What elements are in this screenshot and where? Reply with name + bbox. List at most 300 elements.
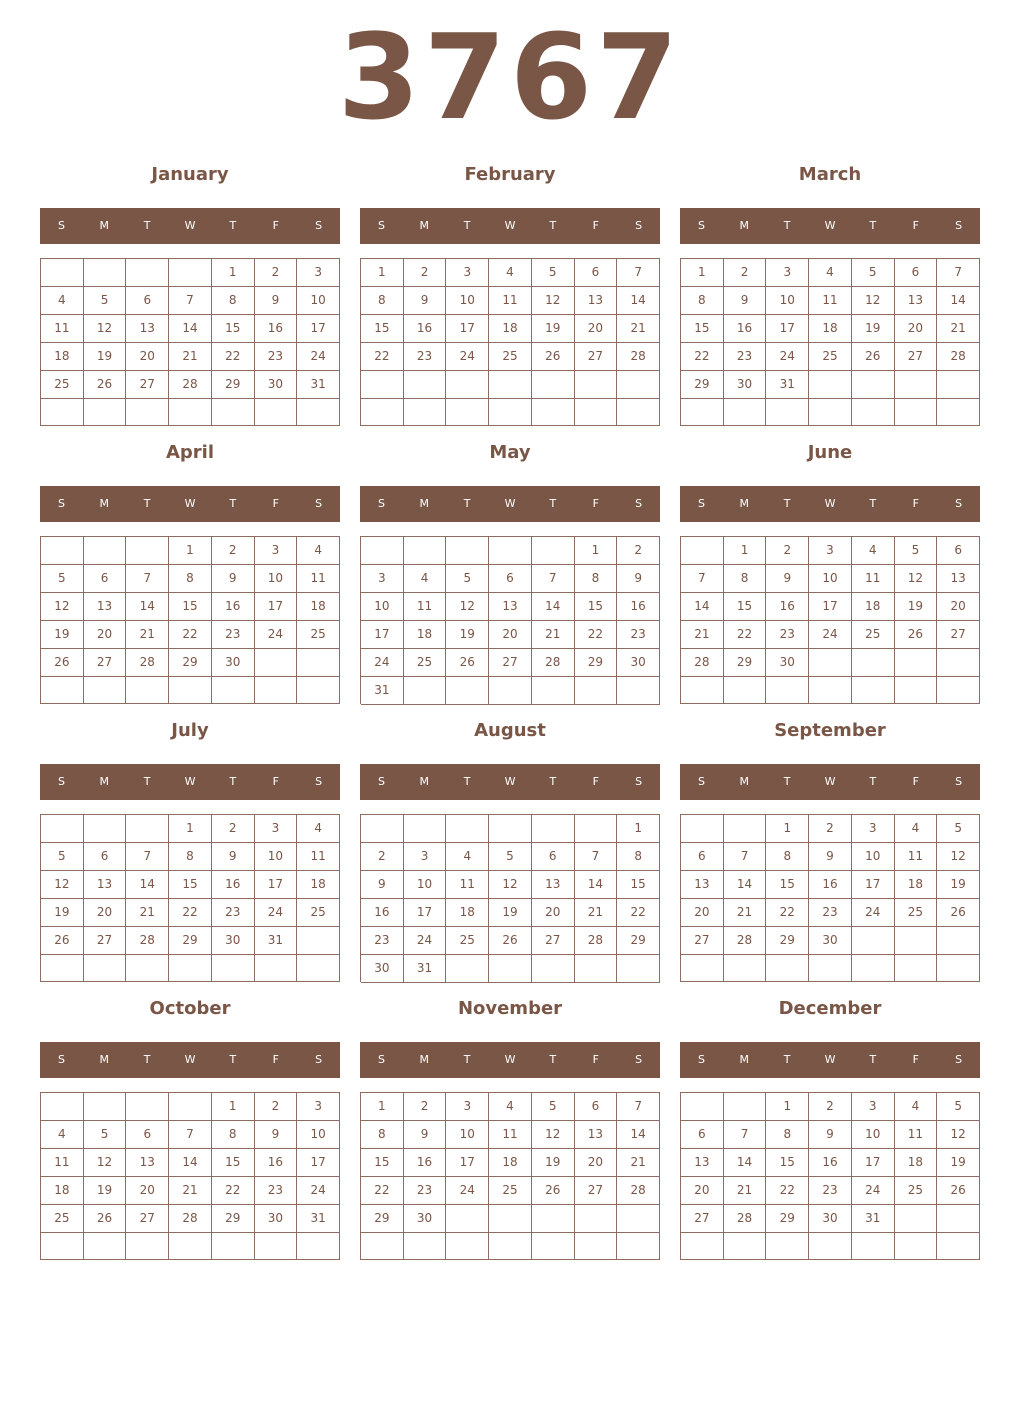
month-title: November xyxy=(457,998,563,1019)
day-cell: 18 xyxy=(404,621,447,649)
day-cell: 5 xyxy=(852,259,895,287)
day-cell: 6 xyxy=(937,537,980,565)
day-cell: 26 xyxy=(532,343,575,371)
day-cell: 21 xyxy=(617,315,660,343)
weekday-label: S xyxy=(955,497,963,510)
day-cell: 11 xyxy=(446,871,489,899)
day-cell: 31 xyxy=(255,927,298,955)
day-cell: 27 xyxy=(575,343,618,371)
day-cell: 16 xyxy=(255,315,298,343)
day-cell: 1 xyxy=(361,259,404,287)
empty-cell xyxy=(575,1205,618,1233)
month-title: March xyxy=(798,164,862,185)
day-cell: 17 xyxy=(852,871,895,899)
day-cell: 7 xyxy=(724,843,767,871)
day-cell: 25 xyxy=(446,927,489,955)
day-cell: 19 xyxy=(446,621,489,649)
weekday-label: T xyxy=(783,1053,791,1066)
day-cell: 3 xyxy=(852,815,895,843)
day-cell: 15 xyxy=(617,871,660,899)
weekday-label: W xyxy=(824,775,836,788)
empty-cell xyxy=(255,649,298,677)
day-cell: 20 xyxy=(84,621,127,649)
day-cell: 25 xyxy=(489,343,532,371)
day-cell: 21 xyxy=(126,899,169,927)
weekday-header xyxy=(40,764,340,800)
empty-cell xyxy=(532,677,575,705)
day-cell: 23 xyxy=(404,1177,447,1205)
day-cell: 29 xyxy=(724,649,767,677)
day-cell: 29 xyxy=(617,927,660,955)
empty-cell xyxy=(809,399,852,426)
empty-cell xyxy=(895,1205,938,1233)
empty-cell xyxy=(446,815,489,843)
day-cell: 11 xyxy=(809,287,852,315)
day-cell: 6 xyxy=(126,287,169,315)
empty-cell xyxy=(41,955,84,982)
weekday-label: S xyxy=(635,775,643,788)
day-cell: 23 xyxy=(255,1177,298,1205)
day-cell: 24 xyxy=(255,899,298,927)
day-cell: 15 xyxy=(169,871,212,899)
empty-cell xyxy=(361,1233,404,1260)
day-cell: 12 xyxy=(84,315,127,343)
day-cell: 23 xyxy=(766,621,809,649)
day-cell: 22 xyxy=(575,621,618,649)
day-cell: 20 xyxy=(895,315,938,343)
weekday-label: T xyxy=(549,219,557,232)
day-cell: 13 xyxy=(84,593,127,621)
day-grid xyxy=(360,258,660,426)
day-cell: 9 xyxy=(255,1121,298,1149)
empty-cell xyxy=(297,677,340,704)
day-cell: 3 xyxy=(446,1093,489,1121)
day-cell: 2 xyxy=(809,815,852,843)
day-cell: 9 xyxy=(766,565,809,593)
day-cell: 4 xyxy=(809,259,852,287)
day-cell: 3 xyxy=(404,843,447,871)
day-grid xyxy=(680,1092,980,1260)
day-cell: 7 xyxy=(126,843,169,871)
day-cell: 2 xyxy=(724,259,767,287)
day-cell: 12 xyxy=(41,871,84,899)
day-cell: 4 xyxy=(895,1093,938,1121)
day-cell: 9 xyxy=(212,843,255,871)
day-cell: 25 xyxy=(809,343,852,371)
day-cell: 20 xyxy=(84,899,127,927)
weekday-label: F xyxy=(592,219,599,232)
empty-cell xyxy=(297,649,340,677)
day-cell: 27 xyxy=(84,927,127,955)
day-cell: 28 xyxy=(575,927,618,955)
day-cell: 5 xyxy=(489,843,532,871)
empty-cell xyxy=(212,677,255,704)
day-cell: 24 xyxy=(852,899,895,927)
day-cell: 15 xyxy=(361,1149,404,1177)
weekday-label: W xyxy=(504,775,516,788)
day-cell: 13 xyxy=(681,871,724,899)
empty-cell xyxy=(575,371,618,399)
day-cell: 24 xyxy=(809,621,852,649)
empty-cell xyxy=(255,399,298,426)
day-cell: 8 xyxy=(169,843,212,871)
day-cell: 1 xyxy=(617,815,660,843)
weekday-label: T xyxy=(463,219,471,232)
day-cell: 19 xyxy=(937,871,980,899)
day-cell: 16 xyxy=(766,593,809,621)
empty-cell xyxy=(681,677,724,704)
empty-cell xyxy=(809,677,852,704)
day-cell: 12 xyxy=(84,1149,127,1177)
empty-cell xyxy=(532,1233,575,1260)
day-cell: 22 xyxy=(724,621,767,649)
day-cell: 16 xyxy=(809,1149,852,1177)
day-cell: 4 xyxy=(41,1121,84,1149)
day-cell: 30 xyxy=(404,1205,447,1233)
empty-cell xyxy=(809,371,852,399)
empty-cell xyxy=(937,677,980,704)
empty-cell xyxy=(126,1233,169,1260)
weekday-label: S xyxy=(697,497,705,510)
day-cell: 17 xyxy=(809,593,852,621)
day-cell: 3 xyxy=(297,1093,340,1121)
day-grid xyxy=(40,536,340,704)
weekday-label: S xyxy=(315,1053,323,1066)
day-cell: 9 xyxy=(617,565,660,593)
empty-cell xyxy=(895,399,938,426)
day-cell: 1 xyxy=(169,537,212,565)
weekday-label: S xyxy=(635,1053,643,1066)
day-cell: 16 xyxy=(724,315,767,343)
weekday-label: W xyxy=(504,1053,516,1066)
day-cell: 29 xyxy=(575,649,618,677)
empty-cell xyxy=(126,259,169,287)
day-cell: 18 xyxy=(852,593,895,621)
weekday-header xyxy=(680,1042,980,1078)
empty-cell xyxy=(41,815,84,843)
empty-cell xyxy=(126,1093,169,1121)
day-cell: 9 xyxy=(809,843,852,871)
day-cell: 5 xyxy=(937,1093,980,1121)
day-cell: 15 xyxy=(724,593,767,621)
weekday-label: S xyxy=(57,497,65,510)
day-cell: 26 xyxy=(895,621,938,649)
empty-cell xyxy=(575,1233,618,1260)
day-cell: 2 xyxy=(809,1093,852,1121)
empty-cell xyxy=(84,537,127,565)
day-cell: 14 xyxy=(937,287,980,315)
weekday-label: S xyxy=(635,219,643,232)
day-cell: 27 xyxy=(489,649,532,677)
day-cell: 10 xyxy=(297,287,340,315)
day-cell: 14 xyxy=(724,1149,767,1177)
day-cell: 16 xyxy=(404,315,447,343)
day-cell: 31 xyxy=(852,1205,895,1233)
day-cell: 7 xyxy=(126,565,169,593)
empty-cell xyxy=(297,955,340,982)
weekday-label: S xyxy=(697,219,705,232)
year-title: 3767 xyxy=(337,8,683,146)
day-cell: 10 xyxy=(297,1121,340,1149)
empty-cell xyxy=(297,1233,340,1260)
day-cell: 29 xyxy=(766,927,809,955)
day-cell: 8 xyxy=(724,565,767,593)
day-cell: 30 xyxy=(766,649,809,677)
day-cell: 16 xyxy=(617,593,660,621)
day-cell: 26 xyxy=(937,1177,980,1205)
day-cell: 23 xyxy=(212,621,255,649)
day-cell: 3 xyxy=(361,565,404,593)
empty-cell xyxy=(84,1093,127,1121)
day-cell: 29 xyxy=(169,927,212,955)
day-cell: 23 xyxy=(724,343,767,371)
day-cell: 20 xyxy=(532,899,575,927)
day-cell: 27 xyxy=(532,927,575,955)
weekday-label: M xyxy=(739,1053,750,1066)
day-cell: 21 xyxy=(532,621,575,649)
weekday-label: T xyxy=(463,775,471,788)
day-grid xyxy=(40,1092,340,1260)
empty-cell xyxy=(404,677,447,705)
day-cell: 1 xyxy=(212,1093,255,1121)
empty-cell xyxy=(809,955,852,982)
day-cell: 6 xyxy=(489,565,532,593)
empty-cell xyxy=(489,537,532,565)
day-cell: 18 xyxy=(41,1177,84,1205)
weekday-label: M xyxy=(419,497,430,510)
day-cell: 28 xyxy=(126,927,169,955)
day-cell: 22 xyxy=(361,1177,404,1205)
day-cell: 23 xyxy=(255,343,298,371)
empty-cell xyxy=(297,927,340,955)
day-cell: 11 xyxy=(489,1121,532,1149)
day-grid xyxy=(40,814,340,982)
day-cell: 10 xyxy=(446,287,489,315)
day-cell: 23 xyxy=(809,899,852,927)
empty-cell xyxy=(617,371,660,399)
day-cell: 22 xyxy=(169,899,212,927)
day-cell: 24 xyxy=(361,649,404,677)
day-cell: 18 xyxy=(489,315,532,343)
day-cell: 25 xyxy=(297,621,340,649)
empty-cell xyxy=(41,537,84,565)
day-cell: 22 xyxy=(212,1177,255,1205)
day-cell: 18 xyxy=(41,343,84,371)
weekday-header xyxy=(680,486,980,522)
empty-cell xyxy=(617,399,660,427)
day-cell: 5 xyxy=(84,287,127,315)
empty-cell xyxy=(404,537,447,565)
day-cell: 14 xyxy=(532,593,575,621)
day-cell: 27 xyxy=(126,371,169,399)
day-cell: 27 xyxy=(681,927,724,955)
day-cell: 15 xyxy=(212,315,255,343)
weekday-header xyxy=(40,486,340,522)
empty-cell xyxy=(446,399,489,427)
empty-cell xyxy=(766,955,809,982)
month-title: May xyxy=(489,442,531,463)
day-cell: 11 xyxy=(297,843,340,871)
weekday-header xyxy=(680,764,980,800)
empty-cell xyxy=(489,677,532,705)
day-cell: 4 xyxy=(297,537,340,565)
empty-cell xyxy=(575,815,618,843)
day-cell: 19 xyxy=(84,343,127,371)
day-cell: 4 xyxy=(297,815,340,843)
day-cell: 13 xyxy=(895,287,938,315)
empty-cell xyxy=(575,677,618,705)
day-cell: 10 xyxy=(809,565,852,593)
month-title: April xyxy=(165,442,215,463)
day-cell: 14 xyxy=(617,287,660,315)
empty-cell xyxy=(895,1233,938,1260)
day-cell: 21 xyxy=(575,899,618,927)
weekday-label: W xyxy=(504,497,516,510)
weekday-label: T xyxy=(869,497,877,510)
day-cell: 25 xyxy=(41,1205,84,1233)
day-cell: 16 xyxy=(361,899,404,927)
day-cell: 28 xyxy=(617,343,660,371)
empty-cell xyxy=(41,399,84,426)
weekday-label: T xyxy=(143,775,151,788)
empty-cell xyxy=(361,537,404,565)
day-cell: 12 xyxy=(895,565,938,593)
day-cell: 23 xyxy=(617,621,660,649)
empty-cell xyxy=(852,371,895,399)
day-cell: 6 xyxy=(84,843,127,871)
day-cell: 6 xyxy=(532,843,575,871)
empty-cell xyxy=(617,1205,660,1233)
day-cell: 14 xyxy=(575,871,618,899)
weekday-label: S xyxy=(57,219,65,232)
day-cell: 20 xyxy=(575,315,618,343)
day-cell: 8 xyxy=(617,843,660,871)
day-cell: 19 xyxy=(41,621,84,649)
day-cell: 8 xyxy=(681,287,724,315)
day-cell: 19 xyxy=(532,315,575,343)
empty-cell xyxy=(937,649,980,677)
weekday-label: S xyxy=(315,219,323,232)
day-cell: 12 xyxy=(532,1121,575,1149)
empty-cell xyxy=(617,955,660,983)
empty-cell xyxy=(41,677,84,704)
day-cell: 26 xyxy=(937,899,980,927)
day-cell: 8 xyxy=(766,843,809,871)
weekday-label: S xyxy=(955,1053,963,1066)
weekday-label: F xyxy=(272,497,279,510)
weekday-header xyxy=(360,486,660,522)
day-cell: 23 xyxy=(809,1177,852,1205)
day-cell: 8 xyxy=(169,565,212,593)
weekday-label: F xyxy=(592,775,599,788)
empty-cell xyxy=(126,677,169,704)
weekday-label: M xyxy=(419,775,430,788)
day-cell: 10 xyxy=(404,871,447,899)
empty-cell xyxy=(169,955,212,982)
day-cell: 25 xyxy=(404,649,447,677)
weekday-label: M xyxy=(99,1053,110,1066)
day-cell: 22 xyxy=(766,899,809,927)
empty-cell xyxy=(212,399,255,426)
day-cell: 3 xyxy=(809,537,852,565)
day-cell: 30 xyxy=(361,955,404,983)
day-cell: 5 xyxy=(532,1093,575,1121)
month-title: December xyxy=(778,998,882,1019)
month-title: June xyxy=(807,442,853,463)
empty-cell xyxy=(724,677,767,704)
day-cell: 29 xyxy=(212,1205,255,1233)
empty-cell xyxy=(126,815,169,843)
empty-cell xyxy=(169,1233,212,1260)
empty-cell xyxy=(446,371,489,399)
day-cell: 26 xyxy=(489,927,532,955)
weekday-label: S xyxy=(377,219,385,232)
empty-cell xyxy=(446,1233,489,1260)
day-cell: 2 xyxy=(212,537,255,565)
empty-cell xyxy=(404,399,447,427)
day-grid xyxy=(360,536,660,704)
day-cell: 15 xyxy=(575,593,618,621)
day-grid xyxy=(680,814,980,982)
day-cell: 22 xyxy=(617,899,660,927)
day-cell: 28 xyxy=(724,1205,767,1233)
day-cell: 25 xyxy=(895,899,938,927)
day-cell: 13 xyxy=(489,593,532,621)
day-cell: 10 xyxy=(255,565,298,593)
day-cell: 10 xyxy=(255,843,298,871)
empty-cell xyxy=(681,815,724,843)
empty-cell xyxy=(937,371,980,399)
empty-cell xyxy=(532,537,575,565)
day-cell: 20 xyxy=(126,1177,169,1205)
empty-cell xyxy=(766,677,809,704)
weekday-label: M xyxy=(99,775,110,788)
weekday-label: W xyxy=(504,219,516,232)
day-cell: 12 xyxy=(489,871,532,899)
day-cell: 6 xyxy=(895,259,938,287)
day-cell: 29 xyxy=(681,371,724,399)
weekday-label: T xyxy=(229,775,237,788)
empty-cell xyxy=(532,815,575,843)
empty-cell xyxy=(937,399,980,426)
empty-cell xyxy=(895,649,938,677)
day-cell: 30 xyxy=(212,927,255,955)
day-cell: 21 xyxy=(681,621,724,649)
empty-cell xyxy=(404,815,447,843)
day-cell: 13 xyxy=(681,1149,724,1177)
day-cell: 23 xyxy=(361,927,404,955)
day-cell: 11 xyxy=(297,565,340,593)
weekday-label: F xyxy=(592,497,599,510)
day-cell: 15 xyxy=(361,315,404,343)
empty-cell xyxy=(937,1205,980,1233)
day-cell: 21 xyxy=(617,1149,660,1177)
day-cell: 17 xyxy=(852,1149,895,1177)
empty-cell xyxy=(852,677,895,704)
day-cell: 9 xyxy=(404,287,447,315)
day-cell: 4 xyxy=(895,815,938,843)
day-grid xyxy=(360,814,660,982)
weekday-header xyxy=(40,208,340,244)
day-cell: 12 xyxy=(446,593,489,621)
day-cell: 28 xyxy=(169,371,212,399)
weekday-label: T xyxy=(869,219,877,232)
day-cell: 4 xyxy=(852,537,895,565)
empty-cell xyxy=(169,399,212,426)
weekday-label: M xyxy=(99,497,110,510)
day-cell: 12 xyxy=(937,843,980,871)
weekday-label: S xyxy=(377,497,385,510)
